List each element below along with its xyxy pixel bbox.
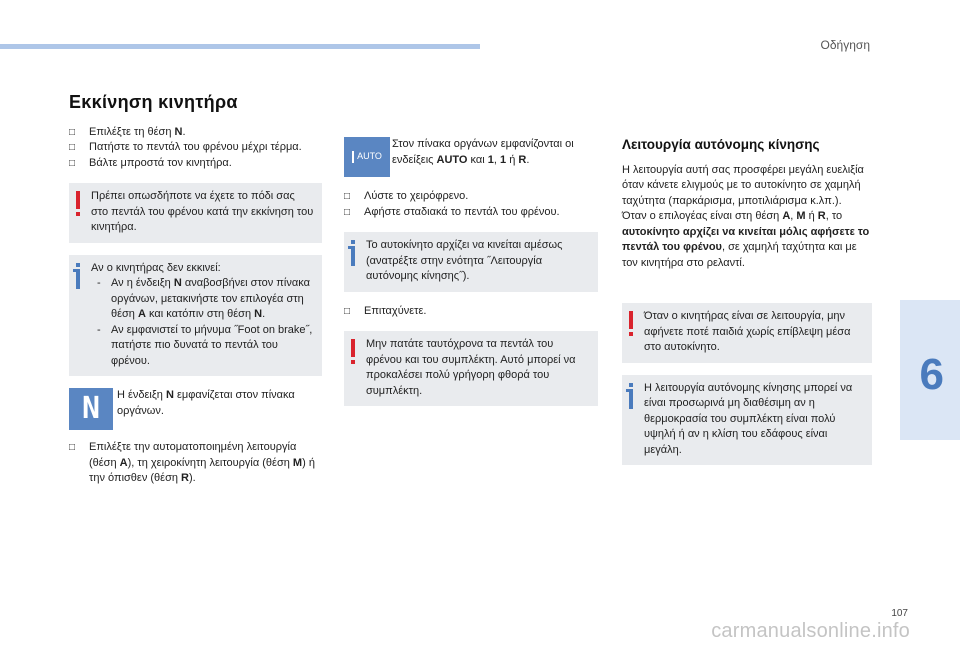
page-number: 107 — [891, 608, 908, 619]
gear-n-indicator-icon: N — [69, 388, 113, 430]
info-icon — [351, 246, 355, 266]
info-box: Το αυτοκίνητο αρχίζει να κινείται αμέσως (ανατρέξτε στην ενότητα ˝Λειτουργία αυτόνομης κίνησης˝). — [344, 232, 598, 292]
info-icon — [76, 269, 80, 289]
step-release-brake: □ Αφήστε σταδιακά το πεντάλ του φρένου. — [344, 205, 598, 221]
warning-exclamation-icon — [351, 339, 355, 357]
paragraph: Η λειτουργία αυτή σας προσφέρει μεγάλη ευελιξία όταν κάνετε ελιγμούς με το αυτοκίνητο σε χαμηλή ταχύτητα (παρκάρισμα, μποτιλιάρισμα κ.λπ.). — [622, 163, 864, 207]
page-title: Εκκίνηση κινητήρα — [69, 92, 238, 112]
step-select-n: □ Επιλέξτε τη θέση N. — [69, 125, 322, 141]
info-icon — [629, 389, 633, 409]
auto-indicator-icon: AUTO — [344, 137, 390, 177]
column-start-engine — [69, 92, 322, 487]
checkbox-bullet-icon: □ — [69, 126, 76, 138]
step-start-engine: □ Βάλτε μπροστά τον κινητήρα. — [69, 156, 322, 172]
warning-exclamation-icon — [629, 311, 633, 329]
step-release-handbrake: □ Λύστε το χειρόφρενο. — [344, 189, 598, 205]
step-press-brake: □ Πατήστε το πεντάλ του φρένου μέχρι τέρμα. — [69, 140, 322, 156]
checkbox-bullet-icon: □ — [344, 191, 351, 202]
step-accelerate: □ Επιταχύνετε. — [344, 304, 598, 320]
watermark: carmanualsonline.info — [711, 620, 910, 642]
warning-box: Μην πατάτε ταυτόχρονα τα πεντάλ του φρένου και του συμπλέκτη. Αυτό μπορεί να προκαλέσει πολύ γρήγορη φθορά του συμπλέκτη. — [344, 331, 598, 406]
column-drive-off — [344, 137, 598, 418]
info-item: - Αν η ένδειξη N αναβοσβήνει στον πίνακα οργάνων, μετακινήστε τον επιλογέα στη θέση A και κατόπιν στη θέση N. — [97, 277, 310, 320]
checkbox-bullet-icon: □ — [344, 206, 351, 218]
info-box: Η λειτουργία αυτόνομης κίνησης μπορεί να είναι προσωρινά μη διαθέσιμη αν η θερμοκρασία του συμπλέκτη είναι πολύ υψηλή ή αν η κλίση του εδάφους είναι μεγάλη. — [622, 375, 872, 466]
step-select-mode: □ Επιλέξτε την αυτοματοποιημένη λειτουργία (θέση A), τη χειροκίνητη λειτουργία (θέση M) ή την όπισθεν (θέση R). — [69, 441, 315, 484]
checkbox-bullet-icon: □ — [344, 305, 351, 317]
auto-indicator-row: AUTO Στον πίνακα οργάνων εμφανίζονται οι ενδείξεις AUTO και 1, 1 ή R. — [344, 137, 598, 179]
warning-box: Πρέπει οπωσδήποτε να έχετε το πόδι σας στο πεντάλ του φρένου κατά την εκκίνηση του κινητήρα. — [69, 183, 322, 243]
chapter-number: 6 — [919, 350, 944, 399]
section-name: Οδήγηση — [820, 38, 870, 52]
checkbox-bullet-icon: □ — [69, 142, 76, 153]
checkbox-bullet-icon: □ — [69, 157, 76, 169]
n-indicator-row: N Η ένδειξη N εμφανίζεται στον πίνακα οργάνων. — [69, 388, 322, 430]
info-item: - Αν εμφανιστεί το μήνυμα ˝Foot on brake˝, πατήστε πιο δυνατά το πεντάλ του φρένου. — [97, 323, 313, 367]
header-accent-bar — [0, 44, 480, 49]
warning-box: Όταν ο κινητήρας είναι σε λειτουργία, μην αφήνετε ποτέ παιδιά χωρίς επίβλεψη μέσα στο αυτοκίνητο. — [622, 303, 872, 363]
info-box: Αν ο κινητήρας δεν εκκινεί: - Αν η ένδειξη N αναβοσβήνει στον πίνακα οργάνων, μετακινήστε τον επιλογέα στη θέση A και κατόπιν στη θέση N. - Αν εμφανιστεί το μήνυμα ˝Foot on brake˝, πατήστε πιο δυνατά το πεντάλ του φρένου. — [69, 255, 322, 377]
paragraph: Όταν ο επιλογέας είναι στη θέση A, M ή R, το αυτοκίνητο αρχίζει να κινείται μόλις αφήσετε το πεντάλ του φρένου, σε χαμηλή ταχύτητα και με τον κινητήρα στο ρελαντί. — [622, 210, 870, 269]
warning-exclamation-icon — [76, 191, 80, 209]
section-title: Λειτουργία αυτόνομης κίνησης — [622, 137, 820, 152]
column-creep-mode — [622, 137, 872, 477]
checkbox-bullet-icon: □ — [69, 442, 76, 453]
